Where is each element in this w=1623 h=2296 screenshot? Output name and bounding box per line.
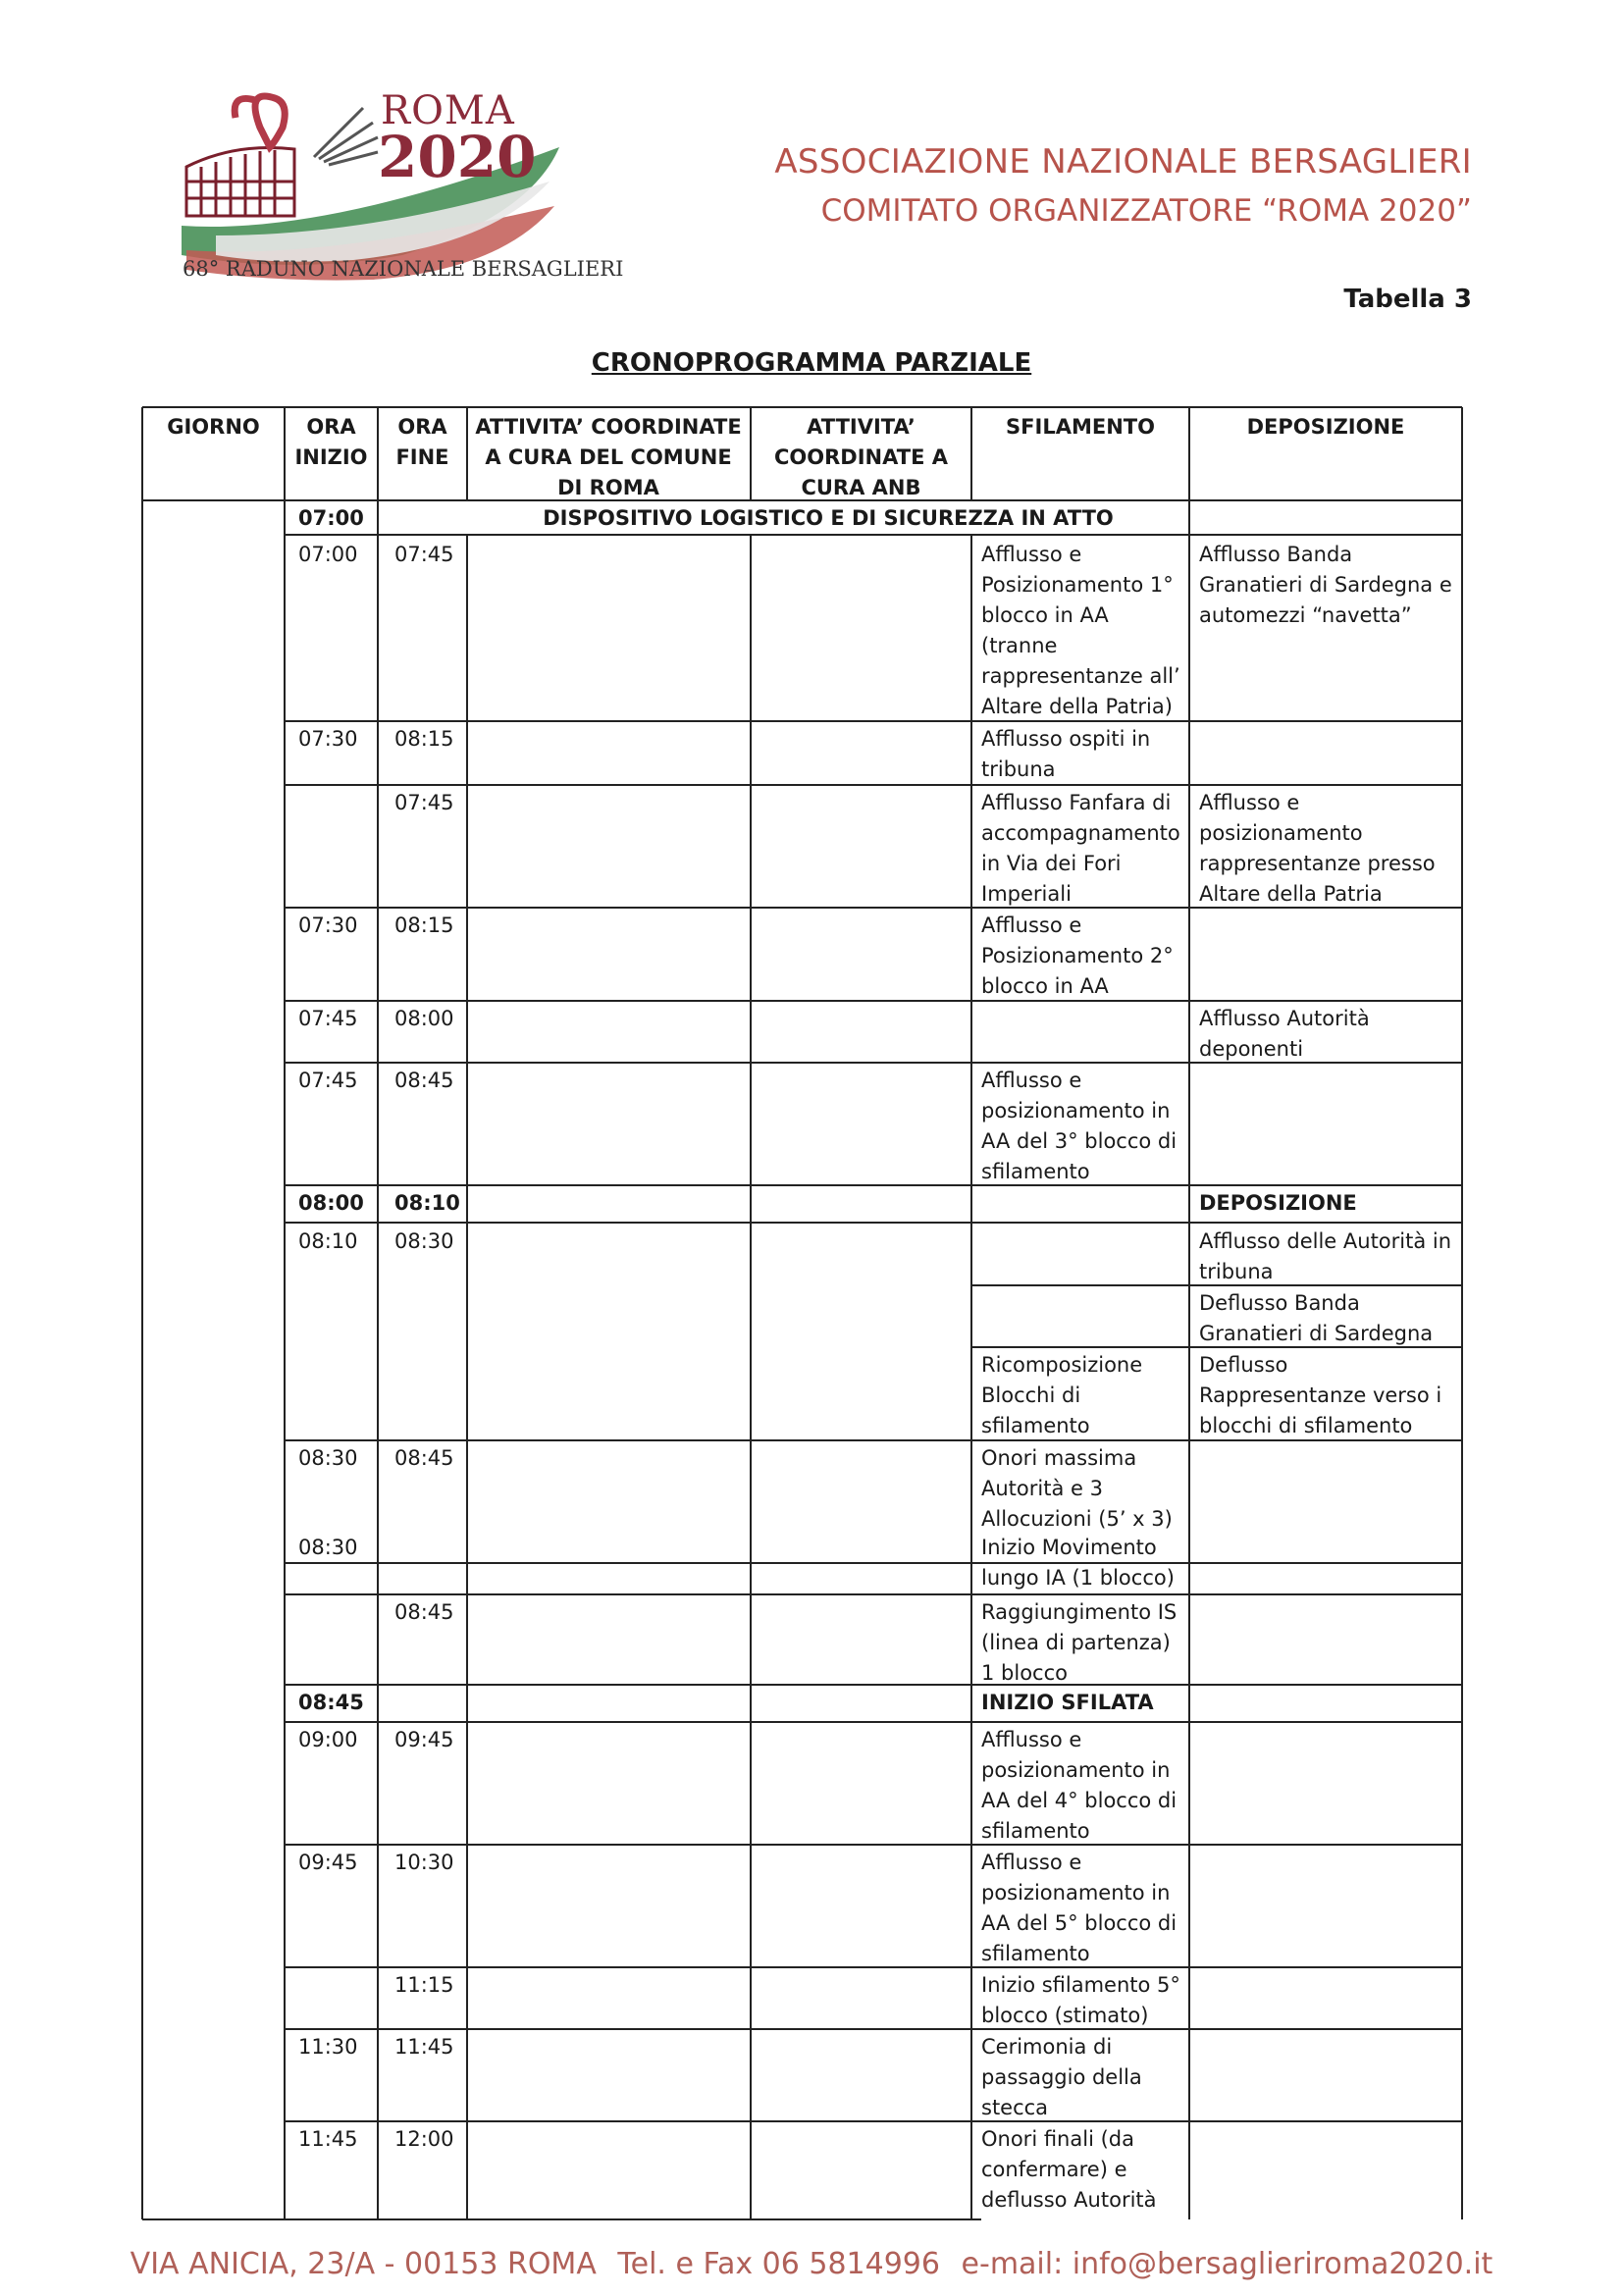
row5-end: 08:15 bbox=[394, 913, 454, 937]
row18-end: 12:00 bbox=[394, 2127, 454, 2151]
header-ora-fine: ORA FINE bbox=[395, 415, 449, 469]
row2-deposizione: Afflusso Banda Granatieri di Sardegna e automezzi “navetta” bbox=[1199, 543, 1452, 627]
header-sfilamento: SFILAMENTO bbox=[1006, 415, 1155, 439]
row17-end: 11:45 bbox=[394, 2035, 454, 2059]
row10-start: 08:30 bbox=[298, 1446, 358, 1470]
row4-sfilamento: Afflusso Fanfara di accompagnamento in Via dei Fori Imperiali bbox=[981, 791, 1180, 906]
row14-end: 09:45 bbox=[394, 1728, 454, 1751]
row5-sfilamento: Afflusso e Posizionamento 2° blocco in AA bbox=[981, 913, 1174, 998]
row17-sfilamento: Cerimonia di passaggio della stecca bbox=[981, 2035, 1142, 2119]
row15-end: 10:30 bbox=[394, 1851, 454, 1874]
logo-year-text: 2020 bbox=[378, 124, 537, 190]
row16-sfilamento: Inizio sfilamento 5° blocco (stimato) bbox=[981, 1973, 1180, 2027]
committee-name: COMITATO ORGANIZZATORE “ROMA 2020” bbox=[820, 193, 1472, 229]
row1-text: DISPOSITIVO LOGISTICO E DI SICUREZZA IN ATTO bbox=[543, 506, 1114, 530]
row18-sfilamento: Onori finali (da confermare) e deflusso Autorità bbox=[981, 2127, 1157, 2212]
row1-start: 07:00 bbox=[298, 506, 364, 530]
table-label: Tabella 3 bbox=[1343, 285, 1472, 314]
footer-email: e-mail: info@bersaglieriroma2020.it bbox=[961, 2247, 1493, 2281]
row11-sfilamento: Inizio Movimento lungo IA (1 blocco) bbox=[981, 1536, 1175, 1590]
page-title: CRONOPROGRAMMA PARZIALE bbox=[591, 348, 1032, 378]
row15-sfilamento: Afflusso e posizionamento in AA del 5° blocco di sfilamento bbox=[981, 1851, 1178, 1965]
header-anb: ATTIVITA’ COORDINATE A CURA ANB bbox=[774, 415, 948, 499]
row10-end: 08:45 bbox=[394, 1446, 454, 1470]
row15-start: 09:45 bbox=[298, 1851, 358, 1874]
row8-deposizione: DEPOSIZIONE bbox=[1199, 1191, 1357, 1215]
row6-deposizione: Afflusso Autorità deponenti bbox=[1199, 1007, 1370, 1061]
row2-end: 07:45 bbox=[394, 543, 454, 566]
row14-sfilamento: Afflusso e posizionamento in AA del 4° blocco di sfilamento bbox=[981, 1728, 1178, 1843]
row9-deposizione-b: Deflusso Banda Granatieri di Sardegna bbox=[1199, 1291, 1434, 1345]
row11-start: 08:30 bbox=[298, 1536, 358, 1559]
row8-end: 08:10 bbox=[394, 1191, 460, 1215]
row9-sfilamento-c: Ricomposizione Blocchi di sfilamento bbox=[981, 1353, 1143, 1437]
header-deposizione: DEPOSIZIONE bbox=[1246, 415, 1405, 439]
row3-sfilamento: Afflusso ospiti in tribuna bbox=[981, 727, 1151, 781]
row12-sfilamento: Raggiungimento IS (linea di partenza) 1 blocco bbox=[981, 1600, 1178, 1685]
row3-start: 07:30 bbox=[298, 727, 358, 751]
row7-end: 08:45 bbox=[394, 1069, 454, 1092]
row13-start: 08:45 bbox=[298, 1691, 364, 1714]
row5-start: 07:30 bbox=[298, 913, 358, 937]
row13-sfilamento: INIZIO SFILATA bbox=[981, 1691, 1154, 1714]
page-footer bbox=[0, 2247, 1623, 2281]
row14-start: 09:00 bbox=[298, 1728, 358, 1751]
row7-start: 07:45 bbox=[298, 1069, 358, 1092]
row6-end: 08:00 bbox=[394, 1007, 454, 1030]
row2-sfilamento: Afflusso e Posizionamento 1° blocco in AA (tranne rappresentanze all’ Altare della Patria) bbox=[981, 543, 1180, 718]
row6-start: 07:45 bbox=[298, 1007, 358, 1030]
row4-end: 07:45 bbox=[394, 791, 454, 814]
row4-deposizione: Afflusso e posizionamento rappresentanze presso Altare della Patria bbox=[1199, 791, 1436, 906]
row2-start: 07:00 bbox=[298, 543, 358, 566]
row9-deposizione-c: Deflusso Rappresentanze verso i blocchi di sfilamento bbox=[1199, 1353, 1442, 1437]
row9-deposizione-a: Afflusso delle Autorità in tribuna bbox=[1199, 1229, 1452, 1283]
row12-end: 08:45 bbox=[394, 1600, 454, 1624]
footer-address: VIA ANICIA, 23/A - 00153 ROMA bbox=[130, 2247, 597, 2281]
row9-end: 08:30 bbox=[394, 1229, 454, 1253]
row16-end: 11:15 bbox=[394, 1973, 454, 1997]
header-comune: ATTIVITA’ COORDINATE A CURA DEL COMUNE DI ROMA bbox=[475, 415, 742, 499]
logo-subtitle: 68° RADUNO NAZIONALE BERSAGLIERI bbox=[183, 257, 624, 281]
row17-start: 11:30 bbox=[298, 2035, 358, 2059]
footer-phone: Tel. e Fax 06 5814996 bbox=[617, 2247, 940, 2281]
association-name: ASSOCIAZIONE NAZIONALE BERSAGLIERI bbox=[774, 142, 1472, 182]
row10-sfilamento: Onori massima Autorità e 3 Allocuzioni (5’ x 3) bbox=[981, 1446, 1173, 1531]
row7-sfilamento: Afflusso e posizionamento in AA del 3° blocco di sfilamento bbox=[981, 1069, 1178, 1183]
row8-start: 08:00 bbox=[298, 1191, 364, 1215]
row3-end: 08:15 bbox=[394, 727, 454, 751]
row9-start: 08:10 bbox=[298, 1229, 358, 1253]
logo-roma-text: ROMA bbox=[381, 88, 515, 133]
header-ora-inizio: ORA INIZIO bbox=[294, 415, 368, 469]
header-giorno: GIORNO bbox=[167, 415, 260, 439]
row18-start: 11:45 bbox=[298, 2127, 358, 2151]
